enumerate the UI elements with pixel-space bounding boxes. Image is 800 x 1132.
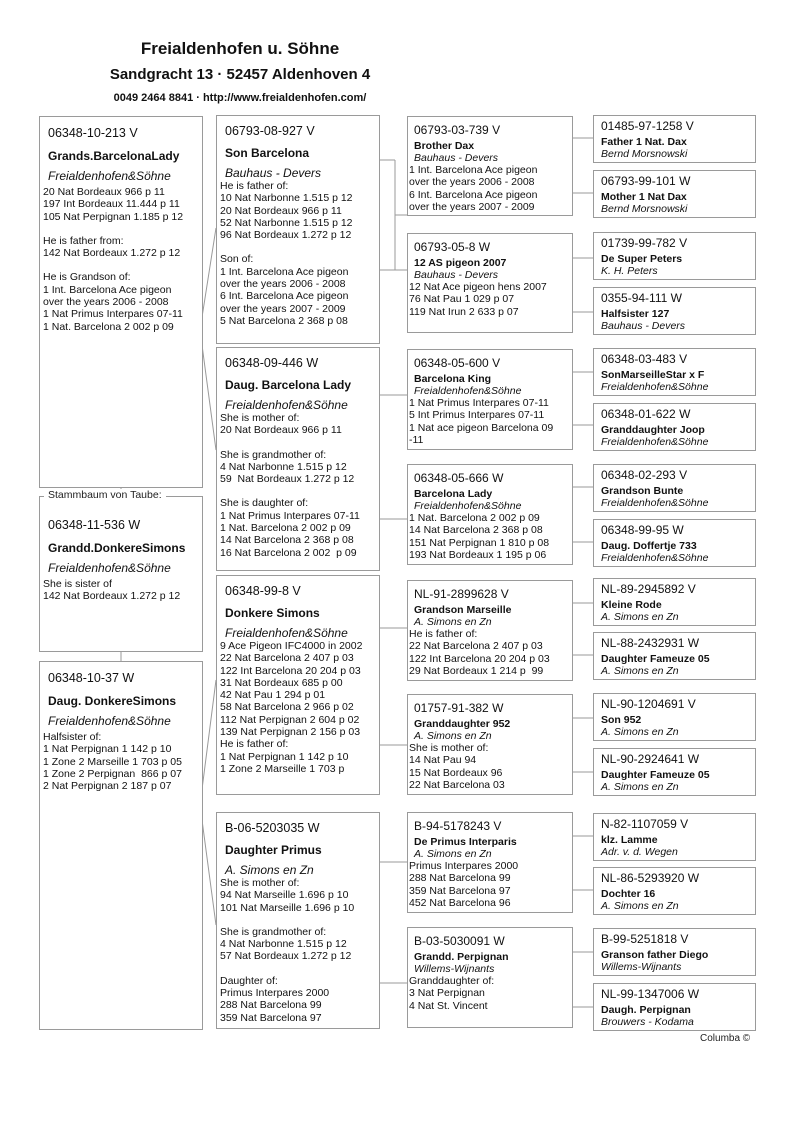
breeder-name: Brouwers - Kodama [601,1016,694,1028]
pigeon-name: Daug. DonkereSimons [48,694,177,708]
spacer [220,485,376,497]
pigeon-card-great-grandparent[interactable] [407,580,573,681]
pigeon-name: Granddaughter 952 [414,718,511,730]
performance-lines [409,512,569,561]
pigeon-card-grandparent[interactable] [216,575,380,795]
performance-line: 359 Nat Barcelona 97 [220,1011,322,1024]
pigeon-name: Grandson Marseille [414,604,512,616]
pigeon-name: Daugh. Perpignan [601,1004,691,1016]
performance-line: 20 Nat Bordeaux 966 p 11 [43,186,165,198]
performance-lines [409,628,569,677]
pigeon-name: Brother Dax [414,140,475,152]
pigeon-name: Daughter Primus [225,843,322,857]
performance-line: 29 Nat Bordeaux 1 214 p 99 [409,664,544,677]
pigeon-name: SonMarseilleStar x F [601,369,705,381]
performance-lines [409,742,569,791]
ring-number: NL-90-2924641 W [601,752,700,766]
performance-line: He is father of: [220,180,289,192]
ring-number: 06793-03-739 V [414,123,501,137]
performance-line: He is father from: [43,234,124,247]
ring-number: 06348-05-666 W [414,471,504,485]
pigeon-name: Grandd.DonkereSimons [48,541,186,555]
ring-number: NL-90-1204691 V [601,697,696,711]
spacer [43,223,199,235]
performance-line: 57 Nat Bordeaux 1.272 p 12 [220,950,352,963]
performance-line: 112 Nat Perpignan 2 604 p 02 [220,713,360,726]
performance-line: 142 Nat Bordeaux 1.272 p 12 [43,590,181,603]
pigeon-name: Daughter Fameuze 05 [601,769,710,781]
breeder-name: Freialdenhofen&Söhne [414,385,522,397]
breeder-name: A. Simons en Zn [601,611,679,623]
performance-line: 14 Nat Barcelona 2 368 p 08 [220,534,354,547]
pigeon-card-great-great-grandparent[interactable] [593,464,756,512]
performance-line: 1 Nat Perpignan 1 142 p 10 [43,743,172,756]
performance-line: 1 Int. Barcelona Ace pigeon [409,164,538,176]
performance-line: She is mother of: [409,742,489,754]
breeder-name: Freialdenhofen&Söhne [601,552,709,564]
performance-lines [220,640,376,775]
performance-line: 151 Nat Perpignan 1 810 p 08 [409,536,550,549]
pigeon-name: Dochter 16 [601,888,656,900]
ring-number: 06348-11-536 W [48,518,141,532]
performance-line: 3 Nat Perpignan [409,987,485,1000]
performance-line: 197 Int Bordeaux 11.444 p 11 [43,198,180,211]
pigeon-card-great-grandparent[interactable] [407,116,573,216]
performance-line: 22 Nat Barcelona 2 407 p 03 [220,652,354,665]
spacer [220,241,376,253]
performance-line: 122 Int Barcelona 20 204 p 03 [220,664,361,677]
performance-line: 96 Nat Bordeaux 1.272 p 12 [220,229,352,242]
performance-line: 1 Nat Primus Interpares 07-11 [409,397,549,409]
pigeon-name: Grandson Bunte [601,485,684,497]
pigeon-card-grandparent[interactable] [216,812,380,1029]
performance-line: 1 Int. Barcelona Ace pigeon [43,283,172,296]
pigeon-name: Kleine Rode [601,599,662,611]
performance-lines [409,164,569,213]
ring-number: B-99-5251818 V [601,932,689,946]
performance-line: Primus Interpares 2000 [409,860,519,872]
breeder-name: Freialdenhofen&Söhne [414,500,522,512]
performance-line: 1 Nat ace pigeon Barcelona 09 [409,421,554,434]
ring-number: NL-99-1347006 W [601,987,700,1001]
performance-lines [409,860,569,909]
pigeon-name: Father 1 Nat. Dax [601,136,687,148]
spacer [220,963,376,975]
ring-number: 01485-97-1258 V [601,119,694,133]
performance-lines [220,412,376,559]
performance-line: 9 Ace Pigeon IFC4000 in 2002 [220,640,363,652]
ring-number: B-94-5178243 V [414,819,502,833]
ring-number: NL-88-2432931 W [601,636,700,650]
pigeon-name: Mother 1 Nat Dax [601,191,687,203]
performance-line: He is father of: [220,738,289,751]
performance-line: 31 Nat Bordeaux 685 p 00 [220,676,343,689]
performance-line: 101 Nat Marseille 1.696 p 10 [220,901,355,914]
performance-line: 20 Nat Bordeaux 966 p 11 [220,424,342,437]
performance-line: 122 Int Barcelona 20 204 p 03 [409,652,550,665]
pigeon-name: Daug. Doffertje 733 [601,540,697,552]
performance-lines [409,281,569,318]
performance-lines [43,578,199,603]
pigeon-card-great-great-grandparent[interactable] [593,867,756,915]
ring-number: 06348-02-293 V [601,468,688,482]
performance-lines [220,877,376,1024]
ring-number: 06348-99-8 V [225,584,301,598]
performance-line: He is father of: [409,628,478,640]
pigeon-card-great-great-grandparent[interactable] [593,983,756,1031]
performance-line: 59 Nat Bordeaux 1.272 p 12 [220,473,355,486]
ring-number: 06793-08-927 V [225,124,315,138]
pigeon-card-great-great-grandparent[interactable] [593,928,756,976]
performance-lines [43,186,199,333]
ring-number: 01757-91-382 W [414,701,504,715]
pigeon-card-great-grandparent[interactable] [407,694,573,795]
pigeon-name: De Primus Interparis [414,836,517,848]
performance-line: 193 Nat Bordeaux 1 195 p 06 [409,548,547,561]
ring-number: 06348-10-37 W [48,671,135,685]
pigeon-card-great-grandparent[interactable] [407,349,573,450]
ring-number: NL-91-2899628 V [414,587,509,601]
performance-line: She is daughter of: [220,497,309,510]
breeder-name: Freialdenhofen&Söhne [48,561,171,575]
performance-lines [220,180,376,327]
performance-line: 76 Nat Pau 1 029 p 07 [409,293,515,306]
performance-line: 359 Nat Barcelona 97 [409,884,511,897]
pigeon-card-great-great-grandparent[interactable] [593,403,756,451]
performance-line: 6 Int. Barcelona Ace pigeon [409,188,538,201]
pigeon-card-grandparent[interactable] [216,115,380,344]
breeder-name: Freialdenhofen&Söhne [48,169,171,183]
ring-number: 06793-05-8 W [414,240,491,254]
pigeon-card-great-grandparent[interactable] [407,812,573,913]
pigeon-card-great-great-grandparent[interactable] [593,519,756,567]
performance-line: She is mother of: [220,412,300,424]
breeder-name: Bauhaus - Devers [225,166,322,180]
performance-lines [409,975,569,1012]
ring-number: 06348-05-600 V [414,356,501,370]
breeder-name: A. Simons en Zn [601,726,679,738]
pigeon-name: Granddaughter Joop [601,424,705,436]
performance-line: 4 Nat Narbonne 1.515 p 12 [220,460,347,473]
breeder-name: A. Simons en Zn [414,730,492,742]
ring-number: B-06-5203035 W [225,821,320,835]
pigeon-card-great-great-grandparent[interactable] [593,813,756,861]
pedigree-legend: Stammbaum von Taube: [44,489,166,501]
performance-line: over the years 2007 - 2009 [220,302,346,315]
pigeon-name: 12 AS pigeon 2007 [414,257,507,269]
performance-line: 142 Nat Bordeaux 1.272 p 12 [43,247,181,260]
performance-lines [409,397,569,446]
performance-line: 1 Zone 2 Marseille 1 703 p 05 [43,755,182,768]
performance-line: 52 Nat Narbonne 1.515 p 12 [220,216,353,229]
pigeon-name: Barcelona King [414,373,492,385]
pigeon-card-grandparent[interactable] [216,347,380,571]
performance-line: Son of: [220,253,254,266]
performance-line: 58 Nat Barcelona 2 966 p 02 [220,701,354,714]
spacer [43,259,199,271]
breeder-name: Freialdenhofen&Söhne [601,381,709,393]
performance-line: 42 Nat Pau 1 294 p 01 [220,689,326,702]
breeder-name: Freialdenhofen&Söhne [601,497,709,509]
pigeon-card-great-great-grandparent[interactable] [593,287,756,335]
pigeon-card-great-grandparent[interactable] [407,927,573,1028]
performance-line: 10 Nat Narbonne 1.515 p 12 [220,192,353,205]
performance-line: 16 Nat Barcelona 2 002 p 09 [220,546,357,559]
ring-number: 06348-10-213 V [48,126,138,140]
pigeon-name: De Super Peters [601,253,683,265]
performance-line: 1 Nat Primus Interpares 07-11 [43,308,183,321]
breeder-name: Adr. v. d. Wegen [601,846,678,858]
breeder-name: Willems-Wijnants [414,963,495,975]
pigeon-name: klz. Lamme [601,834,658,846]
breeder-name: Freialdenhofen&Söhne [225,626,348,640]
performance-line: She is mother of: [220,877,300,889]
breeder-contact: 0049 2464 8841 · http://www.freialdenhofen.com/ [113,92,367,104]
breeder-name: A. Simons en Zn [601,665,679,677]
breeder-name: Bernd Morsnowski [601,148,688,160]
performance-line: 452 Nat Barcelona 96 [409,896,511,909]
performance-line: 139 Nat Perpignan 2 156 p 03 [220,726,361,739]
performance-line: 14 Nat Pau 94 [409,754,477,767]
performance-line: 1 Int. Barcelona Ace pigeon [220,265,349,278]
breeder-name: Bauhaus - Devers [414,269,499,281]
performance-line: She is grandmother of: [220,925,327,938]
pigeon-card-great-great-grandparent[interactable] [593,748,756,796]
performance-line: 1 Nat. Barcelona 2 002 p 09 [220,522,351,535]
performance-line: 6 Int. Barcelona Ace pigeon [220,290,349,303]
pigeon-name: Son 952 [601,714,642,726]
pigeon-card-great-grandparent[interactable] [407,464,573,565]
performance-line: She is grandmother of: [220,448,327,461]
ring-number: 06793-99-101 W [601,174,691,188]
pigeon-name: Grands.BarcelonaLady [48,149,180,163]
breeder-name: A. Simons en Zn [414,848,492,860]
breeder-name: Freialdenhofen&Söhne [48,714,171,728]
pigeon-card-great-grandparent[interactable] [407,233,573,333]
performance-line: 288 Nat Barcelona 99 [220,999,322,1012]
ring-number: 06348-09-446 W [225,356,319,370]
breeder-name: Bernd Morsnowski [601,203,688,215]
ring-number: 01739-99-782 V [601,236,688,250]
performance-line: 5 Nat Barcelona 2 368 p 08 [220,314,348,327]
ring-number: NL-86-5293920 W [601,871,700,885]
pigeon-name: Barcelona Lady [414,488,493,500]
performance-line: over the years 2006 - 2008 [409,176,535,189]
ring-number: B-03-5030091 W [414,934,505,948]
breeder-name: K. H. Peters [601,265,658,277]
performance-line: 94 Nat Marseille 1.696 p 10 [220,889,349,902]
pigeon-card-great-great-grandparent[interactable] [593,115,756,163]
performance-line: She is sister of [43,578,112,590]
breeder-title: Freialdenhofen u. Söhne [140,39,340,58]
pigeon-card-great-great-grandparent[interactable] [593,170,756,218]
pigeon-name: Granson father Diego [601,949,709,961]
pigeon-name: Daug. Barcelona Lady [225,378,352,392]
performance-line: 22 Nat Barcelona 03 [409,778,505,791]
breeder-name: Bauhaus - Devers [414,152,499,164]
breeder-name: Freialdenhofen&Söhne [601,436,709,448]
performance-line: over the years 2007 - 2009 [409,200,535,213]
performance-line: -11 [409,433,424,446]
pigeon-name: Daughter Fameuze 05 [601,653,710,665]
ring-number: N-82-1107059 V [601,817,689,831]
performance-line: 1 Zone 2 Perpignan 866 p 07 [43,767,182,780]
pigeon-card-father[interactable] [39,116,203,488]
breeder-address: Sandgracht 13 · 52457 Aldenhoven 4 [109,66,371,83]
breeder-name: A. Simons en Zn [414,616,492,628]
ring-number: 06348-01-622 W [601,407,691,421]
performance-line: Daughter of: [220,974,278,987]
performance-line: 1 Nat. Barcelona 2 002 p 09 [409,512,540,524]
performance-line: 4 Nat St. Vincent [409,999,488,1012]
pigeon-card-great-great-grandparent[interactable] [593,232,756,280]
performance-line: Primus Interpares 2000 [220,987,330,1000]
pigeon-name: Halfsister 127 [601,308,670,320]
breeder-name: Willems-Wijnants [601,961,682,973]
breeder-name: A. Simons en Zn [601,781,679,793]
ring-number: NL-89-2945892 V [601,582,696,596]
performance-line: 20 Nat Bordeaux 966 p 11 [220,204,342,217]
pigeon-card-great-great-grandparent[interactable] [593,632,756,680]
performance-line: 12 Nat Ace pigeon hens 2007 [409,281,547,293]
performance-line: 5 Int Primus Interpares 07-11 [409,409,545,422]
columba-copyright: Columba © [700,1033,751,1044]
performance-line: 1 Zone 2 Marseille 1 703 p [220,762,345,775]
pigeon-name: Son Barcelona [225,146,310,160]
performance-line: He is Grandson of: [43,271,131,284]
spacer [220,437,376,449]
breeder-name: Freialdenhofen&Söhne [225,398,348,412]
performance-line: 14 Nat Barcelona 2 368 p 08 [409,524,543,537]
breeder-name: Bauhaus - Devers [601,320,686,332]
performance-line: 22 Nat Barcelona 2 407 p 03 [409,640,543,653]
performance-line: 1 Nat. Barcelona 2 002 p 09 [43,320,174,333]
performance-line: Halfsister of: [43,731,102,743]
performance-line: Granddaughter of: [409,975,495,987]
spacer [220,914,376,926]
breeder-name: A. Simons en Zn [601,900,679,912]
pigeon-card-subject[interactable] [39,496,203,652]
performance-line: 105 Nat Perpignan 1.185 p 12 [43,210,184,223]
ring-number: 06348-03-483 V [601,352,688,366]
pigeon-name: Donkere Simons [225,606,320,620]
pigeon-card-great-great-grandparent[interactable] [593,693,756,741]
performance-line: 15 Nat Bordeaux 96 [409,766,503,779]
ring-number: 06348-99-95 W [601,523,684,537]
performance-lines [43,731,199,792]
performance-line: 4 Nat Narbonne 1.515 p 12 [220,938,347,951]
performance-line: 1 Nat Perpignan 1 142 p 10 [220,750,349,763]
pigeon-card-mother[interactable] [39,661,203,1030]
breeder-name: A. Simons en Zn [225,863,314,877]
performance-line: over the years 2006 - 2008 [43,296,169,309]
pigeon-name: Grandd. Perpignan [414,951,509,963]
performance-line: 2 Nat Perpignan 2 187 p 07 [43,780,172,793]
performance-line: 1 Nat Primus Interpares 07-11 [220,509,360,522]
pigeon-card-great-great-grandparent[interactable] [593,578,756,626]
performance-line: 119 Nat Irun 2 633 p 07 [409,305,519,318]
performance-line: 288 Nat Barcelona 99 [409,872,511,885]
performance-line: over the years 2006 - 2008 [220,278,346,291]
pigeon-card-great-great-grandparent[interactable] [593,348,756,396]
ring-number: 0355-94-111 W [601,291,682,305]
